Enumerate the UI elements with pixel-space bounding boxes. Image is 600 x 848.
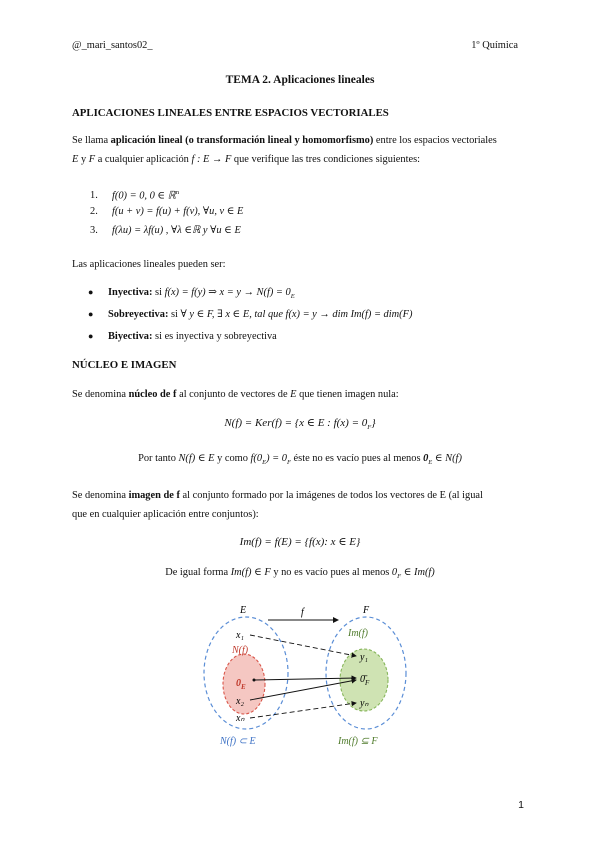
condition-item: 1. f(0) = 0, 0 ∈ ℝ$^n$ — [90, 189, 180, 202]
point-xn: xₙ — [236, 713, 245, 724]
set-E-label: E — [240, 605, 247, 616]
bullet-icon: ● — [88, 287, 94, 297]
definition-paragraph — [72, 131, 532, 169]
bullet-icon: ● — [88, 309, 94, 319]
image-definition — [72, 486, 534, 524]
kernel-note: Por tanto N(f) ∈ E y como $f(0_E) = 0_F$ éste no es vacío pues al menos $0_E$ ∈ N(f) — [138, 453, 462, 467]
image-note: De igual forma Im(f) ∈ F y no es vacío pues al menos $0_F$ ∈ Im(f) — [165, 567, 435, 581]
kernel-label: N(f) — [232, 645, 249, 656]
point-x1: x₁ — [236, 630, 244, 641]
caption-image-subset: Im(f) ⊆ F — [338, 736, 378, 747]
conditions-list — [90, 183, 243, 240]
condition-item: 2. f(u + v) = f(u) + f(v), ∀u, v ∈ E — [90, 206, 244, 217]
definition-line-1: Se llama aplicación lineal (o transformación lineal y homomorfismo) entre los espacios vectoriales — [72, 135, 497, 146]
page-number: 1 — [518, 799, 524, 811]
type-item-injective: ● Inyectiva: si f(x) = f(y) ⇒ $x = y \to N(f) = 0_E$ — [88, 281, 412, 303]
section-heading-linear-maps: APLICACIONES LINEALES ENTRE ESPACIOS VECTORIALES — [72, 107, 389, 119]
image-definition-line-2: que en cualquier aplicación entre conjuntos): — [72, 509, 259, 520]
image-label: Im(f) — [348, 628, 368, 639]
kernel-formula: N(f) = Ker(f) = {x ∈ E : $f(x) = 0_F$} — [224, 417, 376, 432]
set-F-label: F — [363, 605, 370, 616]
condition-item: 3. f(λu) = λf(u) , ∀λ ∈ℝ y ∀u ∈ E — [90, 225, 241, 236]
arrow-x1-y1 — [250, 635, 356, 656]
definition-term: aplicación lineal (o transformación lineal y homomorfismo) — [110, 135, 374, 146]
point-x2: x₂ — [236, 696, 244, 707]
image-formula: Im(f) = f(E) = {f(x): x ∈ E} — [239, 536, 361, 548]
bullet-icon: ● — [88, 331, 94, 341]
zero-F-label: $0̄_F$ — [360, 674, 370, 687]
document-title: TEMA 2. Aplicaciones lineales — [225, 74, 375, 86]
image-definition-line-1: Se denomina imagen de f al conjunto formado por la imágenes de todos los vectores de E (al igual — [72, 490, 483, 501]
kernel-image-diagram — [198, 598, 408, 751]
arrow-x2-0F — [250, 680, 356, 700]
author-handle: @_mari_santos02_ — [72, 40, 153, 51]
definition-line-2: E y F a cualquier aplicación f : E → F que verifique las tres condiciones siguientes: — [72, 154, 421, 165]
types-list — [88, 281, 412, 347]
type-item-bijective: ● Biyectiva: si es inyectiva y sobreyectiva — [88, 325, 412, 347]
types-intro: Las aplicaciones lineales pueden ser: — [72, 259, 226, 270]
course-label: 1º Química — [471, 40, 518, 51]
point-y1: y₁ — [360, 652, 368, 663]
section-heading-kernel-image: NÚCLEO E IMAGEN — [72, 359, 177, 371]
kernel-definition: Se denomina núcleo de f al conjunto de vectores de E que tienen imagen nula: — [72, 389, 399, 400]
point-yn: yₙ — [360, 698, 369, 709]
type-item-surjective: ● Sobreyectiva: si ∀ y ∈ F, ∃ x ∈ E, tal que f(x) = y → dim Im(f) = dim(F) — [88, 303, 412, 325]
zero-E-label: $0_E$ — [236, 678, 246, 691]
map-label: f — [301, 607, 304, 618]
caption-kernel-subset: N(f) ⊂ E — [220, 736, 256, 747]
